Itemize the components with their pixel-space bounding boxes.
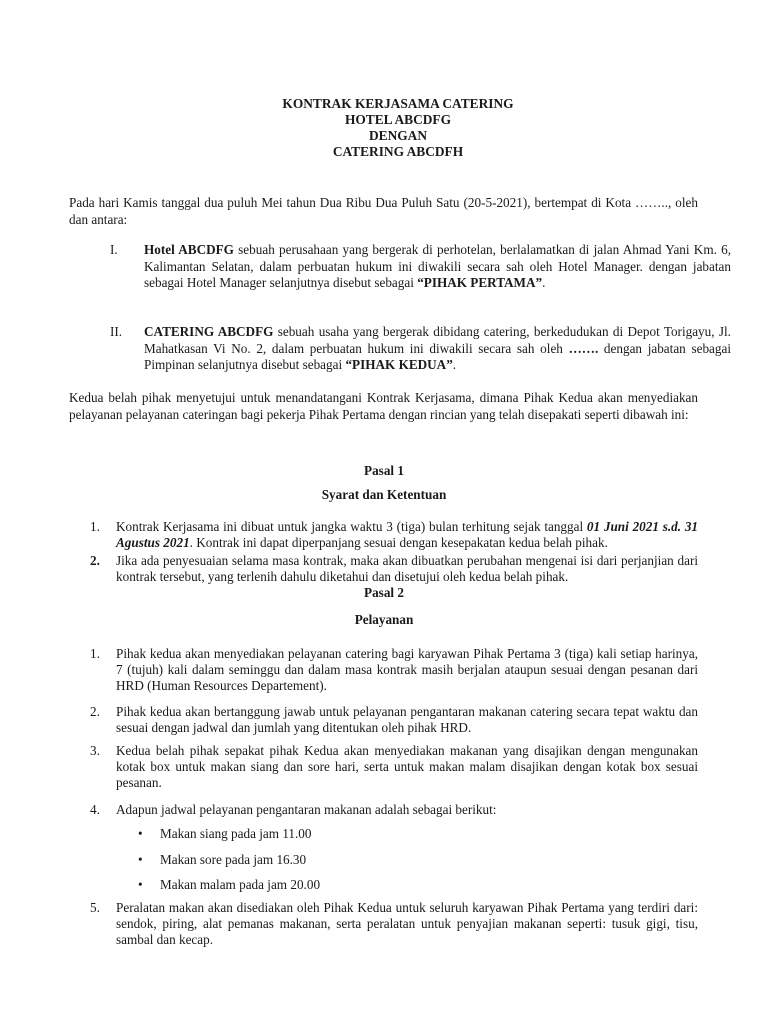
party-two-text (144, 324, 731, 374)
list-item-number: 4. (90, 802, 100, 817)
party-two-dots: ……. (568, 340, 599, 356)
contract-date-range: 01 Juni 2021 s.d. 31 Agustus 2021 (116, 519, 699, 551)
title-line-3: DENGAN (368, 128, 428, 143)
schedule-item-text: Makan malam pada jam 20.00 (160, 877, 321, 892)
intro-paragraph: Pada hari Kamis tanggal dua puluh Mei tahun Dua Ribu Dua Puluh Satu (20-5-2021), bertempat di Kota …….., oleh dan antara: (69, 195, 698, 227)
schedule-item-text: Makan siang pada jam 11.00 (160, 826, 312, 841)
list-item-text: Kedua belah pihak sepakat pihak Kedua akan menyediakan makanan yang disajikan dengan mengunakan kotak box untuk makan siang dan sore hari, serta untuk makan malam disajikan dengan kotak box sesuai pesanan. (116, 743, 698, 791)
party-two-alias: “PIHAK KEDUA” (345, 357, 453, 372)
party-one-end: . (542, 275, 546, 290)
party-two-description: sebuah usaha yang bergerak dibidang catering, berkedudukan di Depot Torigayu, Jl. Mahatkasan Vi No. 2, dalam perbuatan hukum ini diwakili secara sah oleh (144, 324, 731, 356)
list-item-text (116, 519, 698, 551)
pasal-1-subtitle: Syarat dan Ketentuan (321, 487, 447, 502)
list-item-text: Jika ada penyesuaian selama masa kontrak, maka akan dibuatkan perubahan mengenai isi dari perjanjian dari kontrak tersebut, yang terlenih dahulu diketahui dan disetujui oleh kedua belah pihak. (116, 553, 698, 585)
list-item-number: 3. (90, 743, 100, 758)
pasal-1-heading: Pasal 1 (364, 463, 404, 478)
list-item-text-part: . Kontrak ini dapat diperpanjang sesuai dengan kesepakatan kedua belah pihak. (189, 535, 608, 551)
party-one-name: Hotel ABCDFG (144, 242, 234, 257)
list-item-text: Pihak kedua akan menyediakan pelayanan catering bagi karyawan Pihak Pertama 3 (tiga) kali setiap harinya, 7 (tujuh) kali dalam seminggu dan dalam masa kontrak masih berjalan ataupun sesuai dengan pesanan dari HRD (Human Resources Departement). (116, 646, 698, 694)
bullet-icon: • (138, 826, 143, 841)
list-item-text: Peralatan makan akan disediakan oleh Pihak Kedua untuk seluruh karyawan Pihak Pertama yang terdiri dari: sendok, piring, alat pemanas makanan, serta peralatan untuk penyajian makanan seperti: tusuk gigi, tisu, sambal dan kecap. (116, 900, 698, 948)
title-line-2: HOTEL ABCDFG (344, 112, 452, 127)
list-item-text: Adapun jadwal pelayanan pengantaran makanan adalah sebagai berikut: (116, 802, 497, 817)
party-one-text (144, 242, 731, 292)
list-item-number: 5. (90, 900, 100, 915)
pasal-2-subtitle: Pelayanan (354, 612, 414, 627)
party-two-number: II. (110, 324, 123, 339)
party-two-end: . (452, 357, 457, 372)
list-item-number: 2. (90, 553, 100, 568)
title-line-1: KONTRAK KERJASAMA CATERING (282, 96, 514, 111)
party-two-name: CATERING ABCDFG (144, 324, 274, 339)
list-item-number: 2. (90, 704, 100, 719)
party-one-description: sebuah perusahaan yang bergerak di perhotelan, berlalamatkan di jalan Ahmad Yani Km. 6, Kalimantan Selatan, dalam perbuatan hukum ini diwakili secara sah oleh Hotel Manager. dengan jabatan sebagai Hotel Manager selanjutnya disebut sebagai (144, 242, 731, 290)
title-line-4: CATERING ABCDFH (332, 144, 464, 159)
bullet-icon: • (138, 877, 143, 892)
list-item-number: 1. (90, 519, 100, 534)
party-two-description-2: dengan jabatan sebagai Pimpinan selanjutnya disebut sebagai (144, 340, 731, 372)
document-title (0, 96, 768, 160)
schedule-item-text: Makan sore pada jam 16.30 (160, 852, 307, 867)
list-item-number: 1. (90, 646, 100, 661)
list-item-text-part: Kontrak Kerjasama ini dibuat untuk jangka waktu 3 (tiga) bulan terhitung sejak tanggal (116, 519, 587, 534)
bullet-icon: • (138, 852, 143, 867)
list-item-text: Pihak kedua akan bertanggung jawab untuk pelayanan pengantaran makanan catering secara tepat waktu dan sesuai dengan jadwal dan jumlah yang ditentukan oleh pihak HRD. (116, 704, 698, 736)
party-one-number: I. (110, 242, 118, 257)
party-one-alias: “PIHAK PERTAMA” (417, 275, 543, 290)
pasal-2-heading: Pasal 2 (364, 585, 404, 600)
closing-paragraph: Kedua belah pihak menyetujui untuk menandatangani Kontrak Kerjasama, dimana Pihak Kedua akan menyediakan pelayanan pelayanan cateringan bagi pekerja Pihak Pertama dengan rincian yang telah disepakati seperti dibawah ini: (69, 390, 698, 422)
